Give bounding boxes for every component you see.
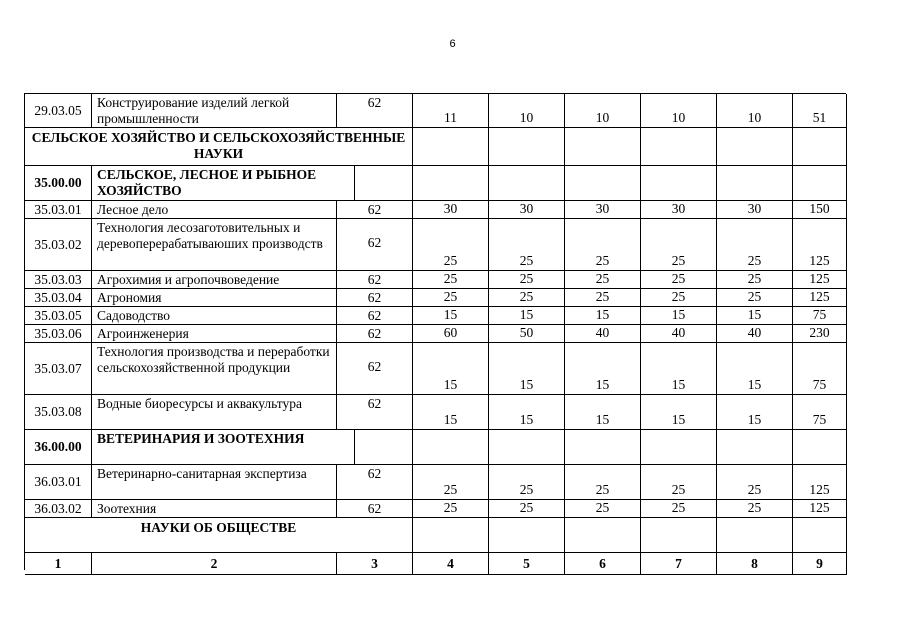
value-cell — [641, 465, 717, 500]
specialty-name: Технология лесозаготовительных и деревоперерабатываюших производств — [97, 220, 323, 251]
col3-value: 62 — [367, 308, 382, 323]
value: 25 — [519, 500, 534, 515]
col3-value: 62 — [367, 272, 382, 287]
value: 25 — [747, 482, 762, 497]
col3-value: 62 — [367, 396, 382, 411]
value: 51 — [812, 110, 827, 125]
empty-cell — [793, 430, 847, 465]
value: 60 — [443, 325, 458, 340]
col3-value: 62 — [367, 95, 382, 110]
value: 15 — [595, 377, 610, 392]
value-cell — [641, 201, 717, 219]
area-header-cell — [25, 518, 413, 553]
value-cell — [717, 289, 793, 307]
code-cell — [25, 307, 92, 325]
value: 25 — [443, 500, 458, 515]
column-number: 6 — [599, 556, 606, 571]
value-cell — [717, 219, 793, 271]
area-header-cell — [25, 128, 413, 166]
value: 40 — [747, 325, 762, 340]
value-cell — [489, 343, 565, 395]
group-name: ВЕТЕРИНАРИЯ И ЗООТЕХНИЯ — [97, 431, 305, 446]
name-cell — [92, 395, 337, 430]
empty-cell — [641, 430, 717, 465]
value: 11 — [444, 110, 457, 125]
specialty-code: 35.03.08 — [34, 404, 82, 419]
value: 25 — [671, 253, 686, 268]
col3-cell — [337, 500, 413, 518]
value: 30 — [747, 201, 762, 216]
code-cell — [25, 201, 92, 219]
group-name: СЕЛЬСКОЕ, ЛЕСНОЕ И РЫБНОЕ ХОЗЯЙСТВО — [97, 167, 317, 198]
value-cell — [641, 94, 717, 128]
name-cell — [92, 465, 337, 500]
col3-cell — [337, 289, 413, 307]
group-name-cell — [92, 430, 355, 465]
specialty-name: Садоводство — [97, 308, 171, 323]
column-number-cell — [641, 553, 717, 575]
area-title: СЕЛЬСКОЕ ХОЗЯЙСТВО И СЕЛЬСКОХОЗЯЙСТВЕННЫЕ НАУКИ — [31, 130, 406, 161]
value: 25 — [747, 253, 762, 268]
specialty-code: 29.03.05 — [34, 102, 82, 118]
specialty-name: Зоотехния — [97, 501, 157, 516]
column-number-cell — [413, 553, 489, 575]
value: 125 — [809, 482, 830, 497]
value: 10 — [671, 110, 686, 125]
code-cell — [25, 343, 92, 395]
value: 75 — [812, 377, 827, 392]
specialty-name: Конструирование изделий легкой промышленности — [97, 95, 290, 126]
col3-cell — [337, 201, 413, 219]
value: 15 — [595, 412, 610, 427]
empty-cell — [355, 430, 413, 465]
specialty-code: 35.03.04 — [34, 289, 82, 305]
value-cell — [565, 271, 641, 289]
name-cell — [92, 307, 337, 325]
value-cell — [489, 289, 565, 307]
value: 25 — [519, 289, 534, 304]
value: 230 — [809, 325, 830, 340]
col3-cell — [337, 395, 413, 430]
specialty-code: 35.03.05 — [34, 307, 82, 323]
value-cell — [641, 219, 717, 271]
column-number-cell — [565, 553, 641, 575]
value-cell — [793, 289, 847, 307]
empty-cell — [717, 430, 793, 465]
value-cell — [641, 343, 717, 395]
empty-cell — [793, 128, 847, 166]
value-cell — [413, 289, 489, 307]
empty-cell — [793, 518, 847, 553]
empty-cell — [565, 128, 641, 166]
value-cell — [489, 465, 565, 500]
empty-cell — [717, 128, 793, 166]
value-cell — [717, 325, 793, 343]
col3-value: 62 — [367, 501, 382, 516]
name-cell — [92, 343, 337, 395]
group-name-cell — [92, 166, 355, 201]
column-number-cell — [793, 553, 847, 575]
value: 15 — [519, 412, 534, 427]
value-cell — [793, 307, 847, 325]
code-cell — [25, 219, 92, 271]
empty-cell — [717, 166, 793, 201]
name-cell — [92, 201, 337, 219]
value-cell — [413, 343, 489, 395]
value-cell — [565, 395, 641, 430]
value-cell — [413, 465, 489, 500]
column-number: 3 — [371, 556, 378, 571]
value: 15 — [747, 412, 762, 427]
value: 30 — [595, 201, 610, 216]
name-cell — [92, 219, 337, 271]
value-cell — [489, 325, 565, 343]
value-cell — [793, 219, 847, 271]
empty-cell — [641, 166, 717, 201]
empty-cell — [489, 128, 565, 166]
empty-cell — [413, 128, 489, 166]
value-cell — [489, 94, 565, 128]
value-cell — [565, 465, 641, 500]
value-cell — [489, 271, 565, 289]
value-cell — [641, 307, 717, 325]
empty-cell — [641, 128, 717, 166]
page-number: 6 — [449, 38, 456, 50]
value-cell — [717, 343, 793, 395]
col3-cell — [337, 307, 413, 325]
empty-cell — [413, 166, 489, 201]
value: 25 — [595, 271, 610, 286]
value-cell — [793, 395, 847, 430]
column-number: 9 — [816, 556, 823, 571]
value: 40 — [671, 325, 686, 340]
value: 25 — [671, 271, 686, 286]
column-number: 7 — [675, 556, 682, 571]
value: 25 — [671, 500, 686, 515]
name-cell — [92, 289, 337, 307]
group-code-cell — [25, 430, 92, 465]
specialty-name: Технология производства и переработки сельскохозяйственной продукции — [97, 344, 330, 375]
name-cell — [92, 500, 337, 518]
value: 25 — [671, 482, 686, 497]
code-cell — [25, 465, 92, 500]
group-code-cell — [25, 166, 92, 201]
empty-cell — [565, 430, 641, 465]
value-cell — [413, 219, 489, 271]
value: 15 — [443, 412, 458, 427]
empty-cell — [489, 430, 565, 465]
column-number-cell — [92, 553, 337, 575]
value-cell — [717, 201, 793, 219]
column-number: 5 — [523, 556, 530, 571]
value: 25 — [519, 271, 534, 286]
value-cell — [717, 307, 793, 325]
value: 15 — [443, 307, 458, 322]
value: 75 — [812, 307, 827, 322]
value-cell — [489, 395, 565, 430]
col3-value: 62 — [367, 290, 382, 305]
value-cell — [565, 289, 641, 307]
specialty-code: 35.03.07 — [34, 360, 82, 376]
empty-cell — [489, 518, 565, 553]
value-cell — [565, 94, 641, 128]
code-cell — [25, 94, 92, 128]
value-cell — [641, 395, 717, 430]
value: 25 — [443, 289, 458, 304]
value: 25 — [443, 253, 458, 268]
empty-cell — [413, 430, 489, 465]
value-cell — [793, 94, 847, 128]
value-cell — [793, 271, 847, 289]
value-cell — [565, 307, 641, 325]
value: 50 — [519, 325, 534, 340]
value: 25 — [747, 271, 762, 286]
value-cell — [717, 465, 793, 500]
specialty-code: 35.03.01 — [34, 201, 82, 217]
group-code: 35.00.00 — [34, 175, 82, 190]
value: 30 — [519, 201, 534, 216]
value: 30 — [671, 201, 686, 216]
col3-value: 62 — [367, 202, 382, 217]
column-number: 4 — [447, 556, 454, 571]
code-cell — [25, 395, 92, 430]
column-number: 1 — [54, 556, 62, 571]
value: 150 — [809, 201, 830, 216]
value-cell — [565, 219, 641, 271]
value-cell — [413, 395, 489, 430]
group-code: 36.00.00 — [34, 439, 82, 454]
value: 25 — [671, 289, 686, 304]
value: 15 — [671, 307, 686, 322]
empty-cell — [489, 166, 565, 201]
column-number-cell — [337, 553, 413, 575]
value-cell — [413, 201, 489, 219]
specialty-code: 36.03.01 — [34, 474, 82, 489]
name-cell — [92, 325, 337, 343]
value: 25 — [443, 271, 458, 286]
value: 25 — [443, 482, 458, 497]
col3-cell — [337, 94, 413, 128]
col3-value: 62 — [367, 359, 382, 374]
value: 10 — [519, 110, 534, 125]
col3-value: 62 — [367, 326, 382, 341]
plan-table — [24, 93, 846, 570]
column-number: 8 — [751, 556, 758, 571]
specialty-name: Ветеринарно-санитарная экспертиза — [97, 466, 307, 481]
value-cell — [565, 325, 641, 343]
value-cell — [413, 271, 489, 289]
specialty-code: 36.03.02 — [34, 500, 82, 516]
value: 25 — [519, 253, 534, 268]
value-cell — [489, 500, 565, 518]
empty-cell — [565, 166, 641, 201]
value-cell — [413, 500, 489, 518]
specialty-name: Лесное дело — [97, 202, 169, 217]
value-cell — [793, 325, 847, 343]
value: 25 — [595, 253, 610, 268]
value-cell — [717, 271, 793, 289]
empty-cell — [413, 518, 489, 553]
column-number-cell — [25, 553, 92, 575]
value-cell — [793, 500, 847, 518]
specialty-code: 35.03.06 — [34, 325, 82, 341]
code-cell — [25, 289, 92, 307]
value: 25 — [595, 482, 610, 497]
value-cell — [565, 343, 641, 395]
value: 25 — [595, 289, 610, 304]
value-cell — [489, 219, 565, 271]
value: 15 — [671, 377, 686, 392]
value: 15 — [747, 307, 762, 322]
value-cell — [489, 307, 565, 325]
value: 15 — [519, 307, 534, 322]
area-title: НАУКИ ОБ ОБЩЕСТВЕ — [140, 520, 297, 535]
specialty-name: Водные биоресурсы и аквакультура — [97, 396, 303, 411]
value: 40 — [595, 325, 610, 340]
value: 30 — [443, 201, 458, 216]
value: 15 — [443, 377, 458, 392]
value-cell — [793, 465, 847, 500]
value: 10 — [595, 110, 610, 125]
value-cell — [641, 325, 717, 343]
empty-cell — [793, 166, 847, 201]
col3-cell — [337, 325, 413, 343]
value: 125 — [809, 253, 830, 268]
column-number: 2 — [210, 556, 218, 571]
value: 15 — [747, 377, 762, 392]
empty-cell — [565, 518, 641, 553]
value-cell — [413, 325, 489, 343]
value: 25 — [595, 500, 610, 515]
value-cell — [641, 289, 717, 307]
value: 25 — [747, 500, 762, 515]
value-cell — [641, 271, 717, 289]
value-cell — [489, 201, 565, 219]
col3-value: 62 — [367, 466, 382, 481]
value-cell — [717, 94, 793, 128]
value: 25 — [519, 482, 534, 497]
value-cell — [641, 500, 717, 518]
col3-value: 62 — [367, 235, 382, 250]
col3-cell — [337, 465, 413, 500]
name-cell — [92, 271, 337, 289]
specialty-name: Агроинженерия — [97, 326, 189, 341]
value: 125 — [809, 289, 830, 304]
column-number-cell — [489, 553, 565, 575]
value-cell — [793, 343, 847, 395]
value-cell — [717, 395, 793, 430]
code-cell — [25, 325, 92, 343]
specialty-code: 35.03.02 — [34, 236, 82, 252]
value: 75 — [812, 412, 827, 427]
value-cell — [717, 500, 793, 518]
value-cell — [413, 307, 489, 325]
empty-cell — [717, 518, 793, 553]
col3-cell — [337, 219, 413, 271]
value-cell — [565, 500, 641, 518]
value-cell — [793, 201, 847, 219]
specialty-code: 35.03.03 — [34, 271, 82, 287]
value: 125 — [809, 271, 830, 286]
col3-cell — [337, 343, 413, 395]
value: 15 — [595, 307, 610, 322]
value: 10 — [747, 110, 762, 125]
column-number-cell — [717, 553, 793, 575]
value-cell — [565, 201, 641, 219]
code-cell — [25, 500, 92, 518]
value-cell — [413, 94, 489, 128]
value: 25 — [747, 289, 762, 304]
col3-cell — [337, 271, 413, 289]
specialty-name: Агрохимия и агропочвоведение — [97, 272, 280, 287]
name-cell — [92, 94, 337, 128]
empty-cell — [355, 166, 413, 201]
code-cell — [25, 271, 92, 289]
value: 125 — [809, 500, 830, 515]
specialty-name: Агрономия — [97, 290, 162, 305]
empty-cell — [641, 518, 717, 553]
value: 15 — [519, 377, 534, 392]
value: 15 — [671, 412, 686, 427]
